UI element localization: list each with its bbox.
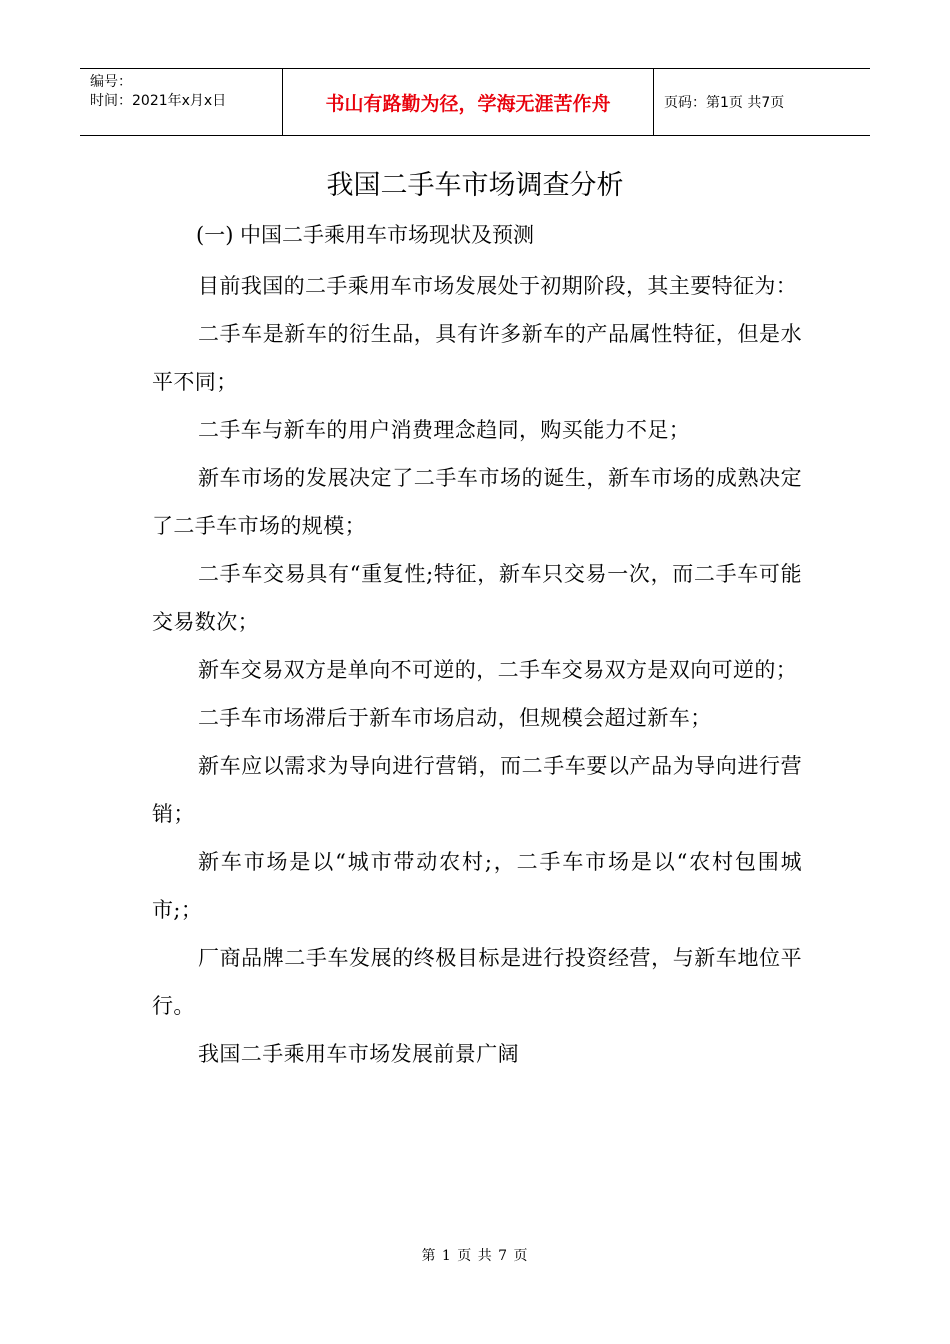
- paragraph: 厂商品牌二手车发展的终极目标是进行投资经营，与新车地位平行。: [152, 946, 802, 1018]
- header-page-info: 页码：第1页 共7页: [664, 95, 785, 111]
- header-motto: 书山有路勤为径，学海无涯苦作舟: [282, 69, 654, 135]
- paragraph: 二手车是新车的衍生品，具有许多新车的产品属性特征，但是水平不同；: [152, 322, 802, 394]
- paragraph: 新车市场的发展决定了二手车市场的诞生，新车市场的成熟决定了二手车市场的规模；: [152, 466, 802, 538]
- document-time-label: 时间：2021年x月x日: [90, 93, 227, 109]
- document-number-label: 编号：: [90, 74, 132, 90]
- document-header: [80, 68, 870, 136]
- paragraph: 目前我国的二手乘用车市场发展处于初期阶段，其主要特征为：: [198, 274, 798, 298]
- paragraph: 新车交易双方是单向不可逆的，二手车交易双方是双向可逆的；: [198, 658, 798, 682]
- page-footer: 第 1 页 共 7 页: [421, 1248, 529, 1264]
- paragraph: 新车市场是以“城市带动农村;，二手车市场是以“农村包围城市;；: [152, 850, 802, 922]
- paragraph: 二手车交易具有“重复性;特征，新车只交易一次，而二手车可能交易数次；: [152, 562, 802, 634]
- header-meta: [80, 69, 282, 135]
- paragraph: 我国二手乘用车市场发展前景广阔: [198, 1042, 519, 1066]
- section-heading: (一) 中国二手乘用车市场现状及预测: [196, 223, 535, 247]
- paragraph: 二手车与新车的用户消费理念趋同，购买能力不足；: [198, 418, 691, 442]
- document-body: [152, 262, 802, 1078]
- paragraph: 二手车市场滞后于新车市场启动，但规模会超过新车；: [198, 706, 712, 730]
- paragraph: 新车应以需求为导向进行营销，而二手车要以产品为导向进行营销；: [152, 754, 802, 826]
- document-title: 我国二手车市场调查分析: [326, 170, 624, 201]
